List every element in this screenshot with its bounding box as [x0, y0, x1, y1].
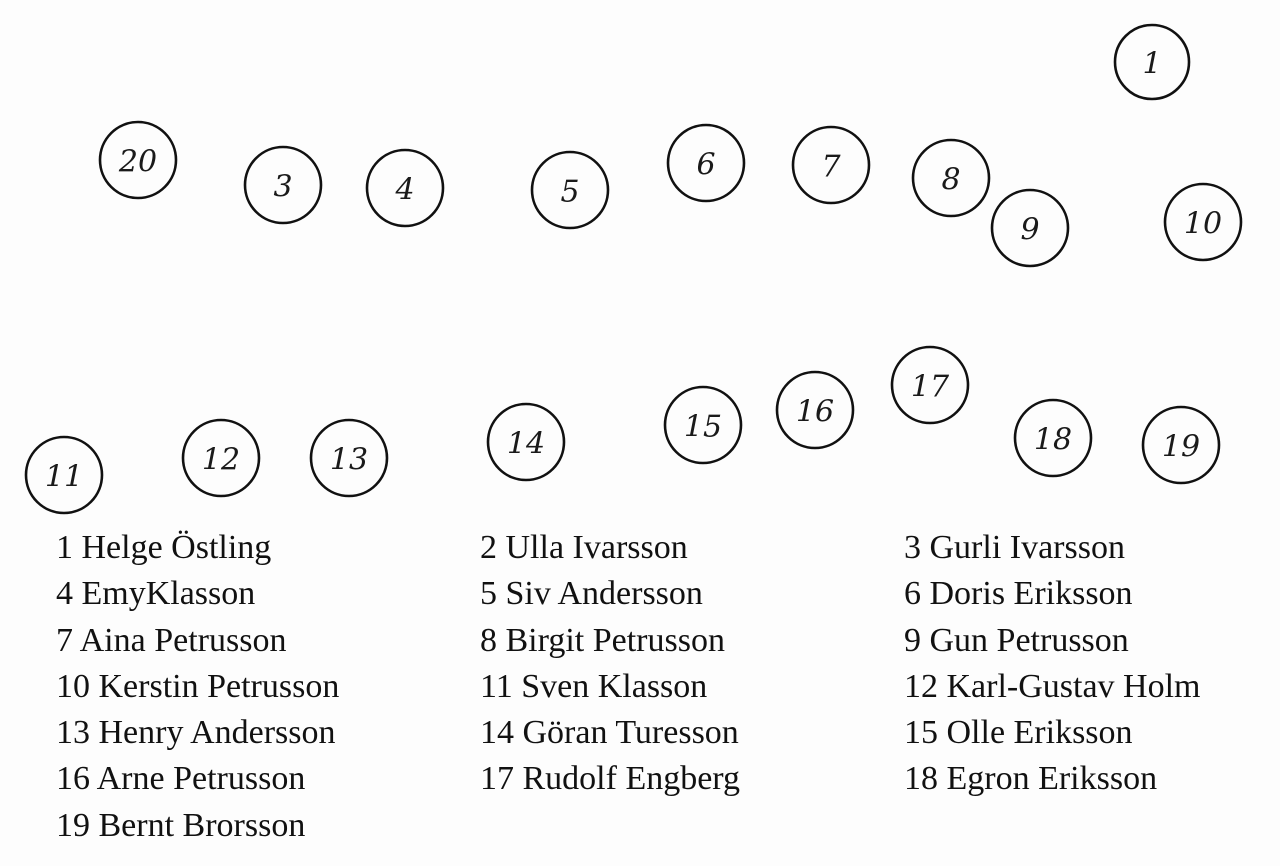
marker-8: [913, 140, 989, 216]
legend-entry: 1 Helge Östling: [56, 529, 272, 566]
legend-entry: 17 Rudolf Engberg: [480, 760, 741, 798]
marker-19: [1143, 407, 1219, 483]
marker-number: 14: [506, 426, 546, 462]
marker-18: [1015, 400, 1091, 476]
legend-entry: 11 Sven Klasson: [480, 667, 708, 705]
legend-entry: 5 Siv Andersson: [480, 575, 703, 613]
legend-entry: 10 Kerstin Petrusson: [56, 667, 340, 705]
marker-number: 9: [1020, 212, 1040, 248]
marker-9: [992, 190, 1068, 266]
marker-number: 4: [395, 172, 415, 208]
legend-entry: 16 Arne Petrusson: [56, 760, 306, 798]
marker-number: 13: [329, 442, 369, 478]
marker-number: 8: [941, 162, 961, 198]
legend-entry: 12 Karl-Gustav Holm: [904, 667, 1201, 705]
marker-11: [26, 437, 102, 513]
legend-entry: 18 Egron Eriksson: [904, 760, 1158, 798]
legend-entry: 3 Gurli Ivarsson: [904, 529, 1125, 566]
marker-number: 19: [1161, 429, 1201, 465]
marker-4: [367, 150, 443, 226]
legend-entry: 6 Doris Eriksson: [904, 575, 1133, 613]
marker-number: 20: [118, 144, 158, 180]
legend-entry: 2 Ulla Ivarsson: [480, 529, 688, 566]
legend-entry: 7 Aina Petrusson: [56, 621, 287, 659]
legend-entry: 4 EmyKlasson: [56, 575, 256, 613]
marker-number: 3: [273, 169, 293, 205]
marker-5: [532, 152, 608, 228]
legend-entry: 15 Olle Eriksson: [904, 714, 1133, 752]
marker-14: [488, 404, 564, 480]
marker-number: 7: [821, 149, 841, 185]
marker-1: [1115, 25, 1189, 99]
marker-13: [311, 420, 387, 496]
marker-number: 16: [795, 394, 835, 430]
marker-number: 5: [560, 174, 580, 210]
legend-entry: 8 Birgit Petrusson: [480, 621, 725, 659]
marker-7: [793, 127, 869, 203]
marker-20: [100, 122, 176, 198]
marker-number: 18: [1033, 422, 1073, 458]
legend-entry: 9 Gun Petrusson: [904, 621, 1129, 659]
marker-17: [892, 347, 968, 423]
marker-16: [777, 372, 853, 448]
legend-entry: 14 Göran Turesson: [480, 714, 739, 752]
marker-6: [668, 125, 744, 201]
marker-number: 15: [683, 409, 723, 445]
legend-entry: 19 Bernt Brorsson: [56, 806, 306, 844]
marker-15: [665, 387, 741, 463]
legend-entry: 13 Henry Andersson: [56, 714, 336, 752]
marker-number: 17: [910, 369, 950, 405]
marker-number: 10: [1183, 206, 1223, 242]
marker-number: 11: [44, 459, 84, 495]
marker-3: [245, 147, 321, 223]
marker-12: [183, 420, 259, 496]
marker-number: 1: [1142, 46, 1162, 82]
marker-number: 12: [201, 442, 241, 478]
marker-10: [1165, 184, 1241, 260]
marker-number: 6: [696, 147, 716, 183]
name-legend: [56, 525, 1266, 849]
